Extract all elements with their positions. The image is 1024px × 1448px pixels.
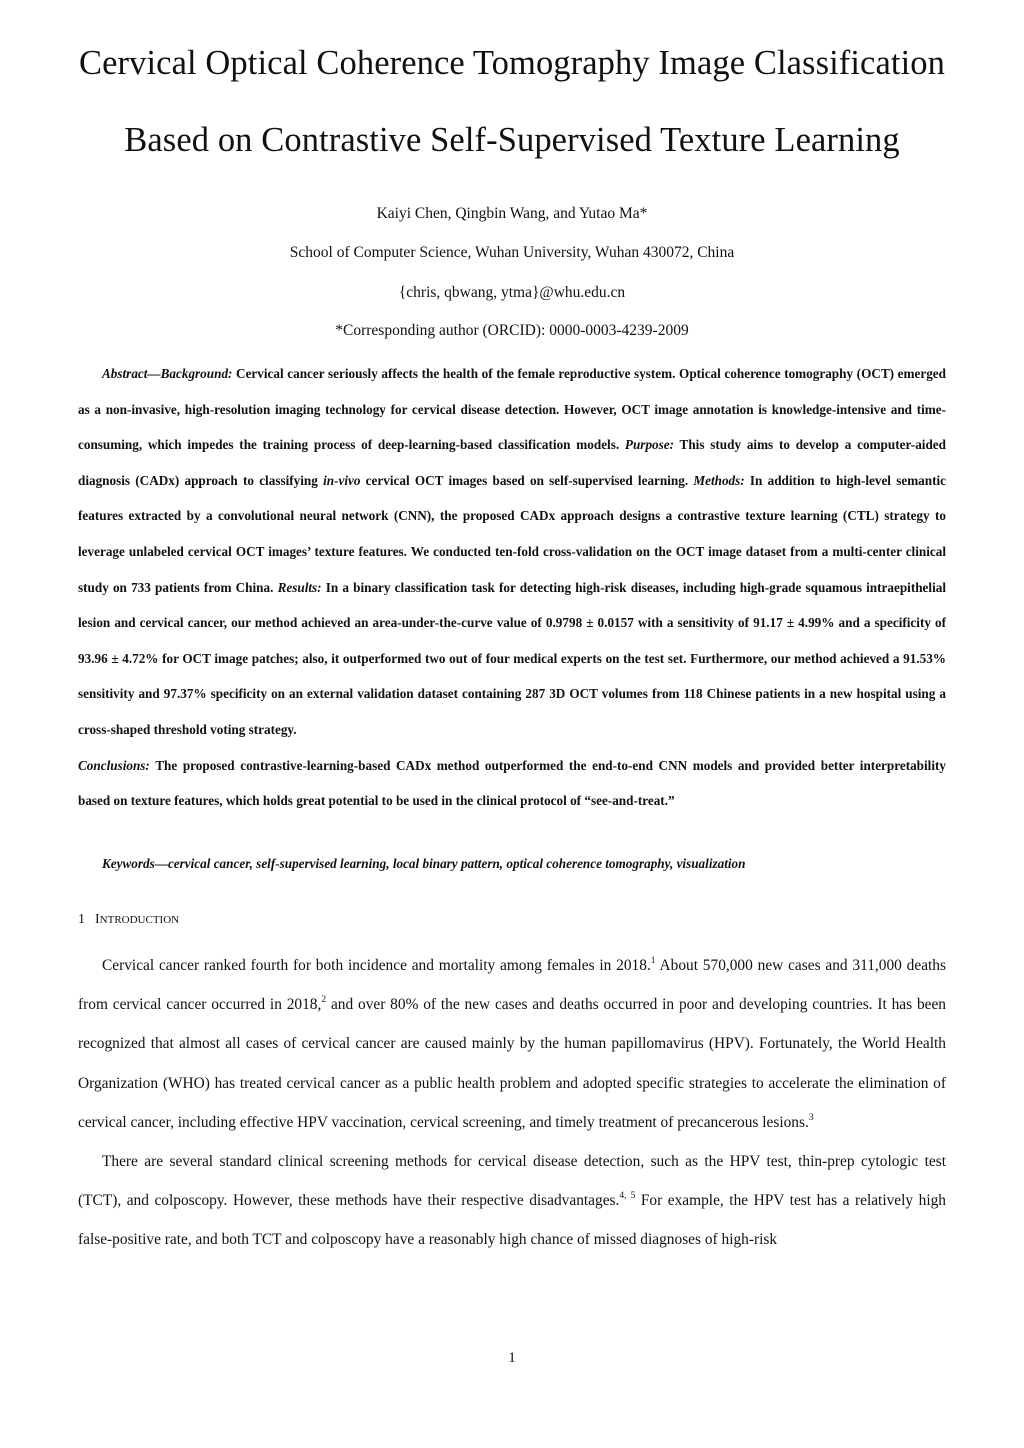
abstract — [78, 356, 946, 819]
abstract-methods: In addition to high-level semantic features extracted by a convolutional neural network (CNN), the proposed CADx approach designs a contrastive texture learning (CTL) strategy to leverage unlabeled cervical OCT images’ texture features. We conducted ten-fold cross-validation on the OCT image dataset from a multi-center clinical study on 733 patients from China. — [78, 472, 947, 595]
paper-title-line-2: Based on Contrastive Self-Supervised Texture Learning — [124, 121, 900, 159]
paragraph-text: There are several standard clinical screening methods for cervical disease detection, such as the HPV test, thin-prep cytologic test (TCT), and colposcopy. However, these methods have their respective disadvantages. — [78, 1153, 946, 1210]
author-list: Kaiyi Chen, Qingbin Wang, and Yutao Ma* — [376, 205, 648, 222]
author-email: {chris, qbwang, ytma}@whu.edu.cn — [398, 284, 626, 301]
section-number: 1 — [78, 912, 85, 927]
abstract-background: Cervical cancer seriously affects the health of the female reproductive system. Optical coherence tomography (OCT) emerged as a non-invasive, high-resolution imaging technology for cervical disease detection. However, OCT image annotation is knowledge-intensive and time-consuming, which impedes the training process of deep-learning-based classification models. — [78, 366, 946, 453]
abstract-label: Abstract—Background: — [102, 366, 233, 381]
keywords: Keywords—cervical cancer, self-supervised learning, local binary pattern, optical coherence tomography, visualization — [102, 856, 746, 871]
section-title-rest: NTRODUCTION — [99, 914, 180, 926]
citation: 3 — [808, 1112, 814, 1123]
paragraph — [78, 1142, 946, 1260]
introduction-body — [78, 946, 946, 1260]
citation: 2 — [321, 995, 327, 1006]
methods-label: Methods: — [693, 472, 745, 488]
section-title-initial: I — [95, 912, 100, 927]
conclusions-label: Conclusions: — [78, 757, 150, 773]
page-number: 1 — [508, 1350, 516, 1366]
abstract-purpose-a: This study aims to develop a computer-aided diagnosis (CADx) approach to classifying — [78, 437, 946, 488]
paragraph-text: About 570,000 new cases and 311,000 deaths from cervical cancer occurred in 2018, — [78, 957, 946, 1014]
paragraph-text: and over 80% of the new cases and deaths occurred in poor and developing countries. It has been recognized that almost all cases of cervical cancer are caused mainly by the human papillomavirus (HPV). Fortunately, the World Health Organization (WHO) has treated cervical cancer as a public health problem and adopted specific strategies to accelerate the elimination of cervical cancer, including effective HPV vaccination, cervical screening, and timely treatment of precancerous lesions. — [78, 996, 946, 1131]
paragraph-text: Cervical cancer ranked fourth for both incidence and mortality among females in 2018. — [102, 957, 651, 974]
abstract-purpose-b: cervical OCT images based on self-supervised learning. — [360, 472, 694, 488]
section-heading-introduction — [78, 912, 179, 928]
abstract-conclusions: The proposed contrastive-learning-based CADx method outperformed the end-to-end CNN models and provided better interpretability based on texture features, which holds great potential to be used in the clinical protocol of “see-and-treat.” — [78, 757, 946, 809]
citation: 4, 5 — [619, 1191, 636, 1202]
results-label: Results: — [277, 579, 322, 595]
citation: 1 — [650, 955, 656, 966]
purpose-label: Purpose: — [624, 437, 675, 453]
paragraph — [78, 946, 946, 1142]
paragraph-text: For example, the HPV test has a relatively high false-positive rate, and both TCT and colposcopy have a reasonably high chance of missed diagnoses of high-risk — [78, 1192, 947, 1249]
corresponding-author: *Corresponding author (ORCID): 0000-0003-4239-2009 — [335, 322, 689, 339]
paper-title-line-1: Cervical Optical Coherence Tomography Image Classification — [79, 44, 945, 82]
abstract-results: In a binary classification task for detecting high-risk diseases, including high-grade squamous intraepithelial lesion and cervical cancer, our method achieved an area-under-the-curve value of 0.9798 ± 0.0157 with a sensitivity of 91.17 ± 4.99% and a specificity of 93.96 ± 4.72% for OCT image patches; also, it outperformed two out of four medical experts on the test set. Furthermore, our method achieved a 91.53% sensitivity and 97.37% specificity on an external validation dataset containing 287 3D OCT volumes from 118 Chinese patients in a new hospital using a cross-shaped threshold voting strategy. — [78, 579, 946, 737]
affiliation: School of Computer Science, Wuhan University, Wuhan 430072, China — [289, 244, 735, 261]
abstract-purpose-italic: in-vivo — [323, 472, 361, 488]
